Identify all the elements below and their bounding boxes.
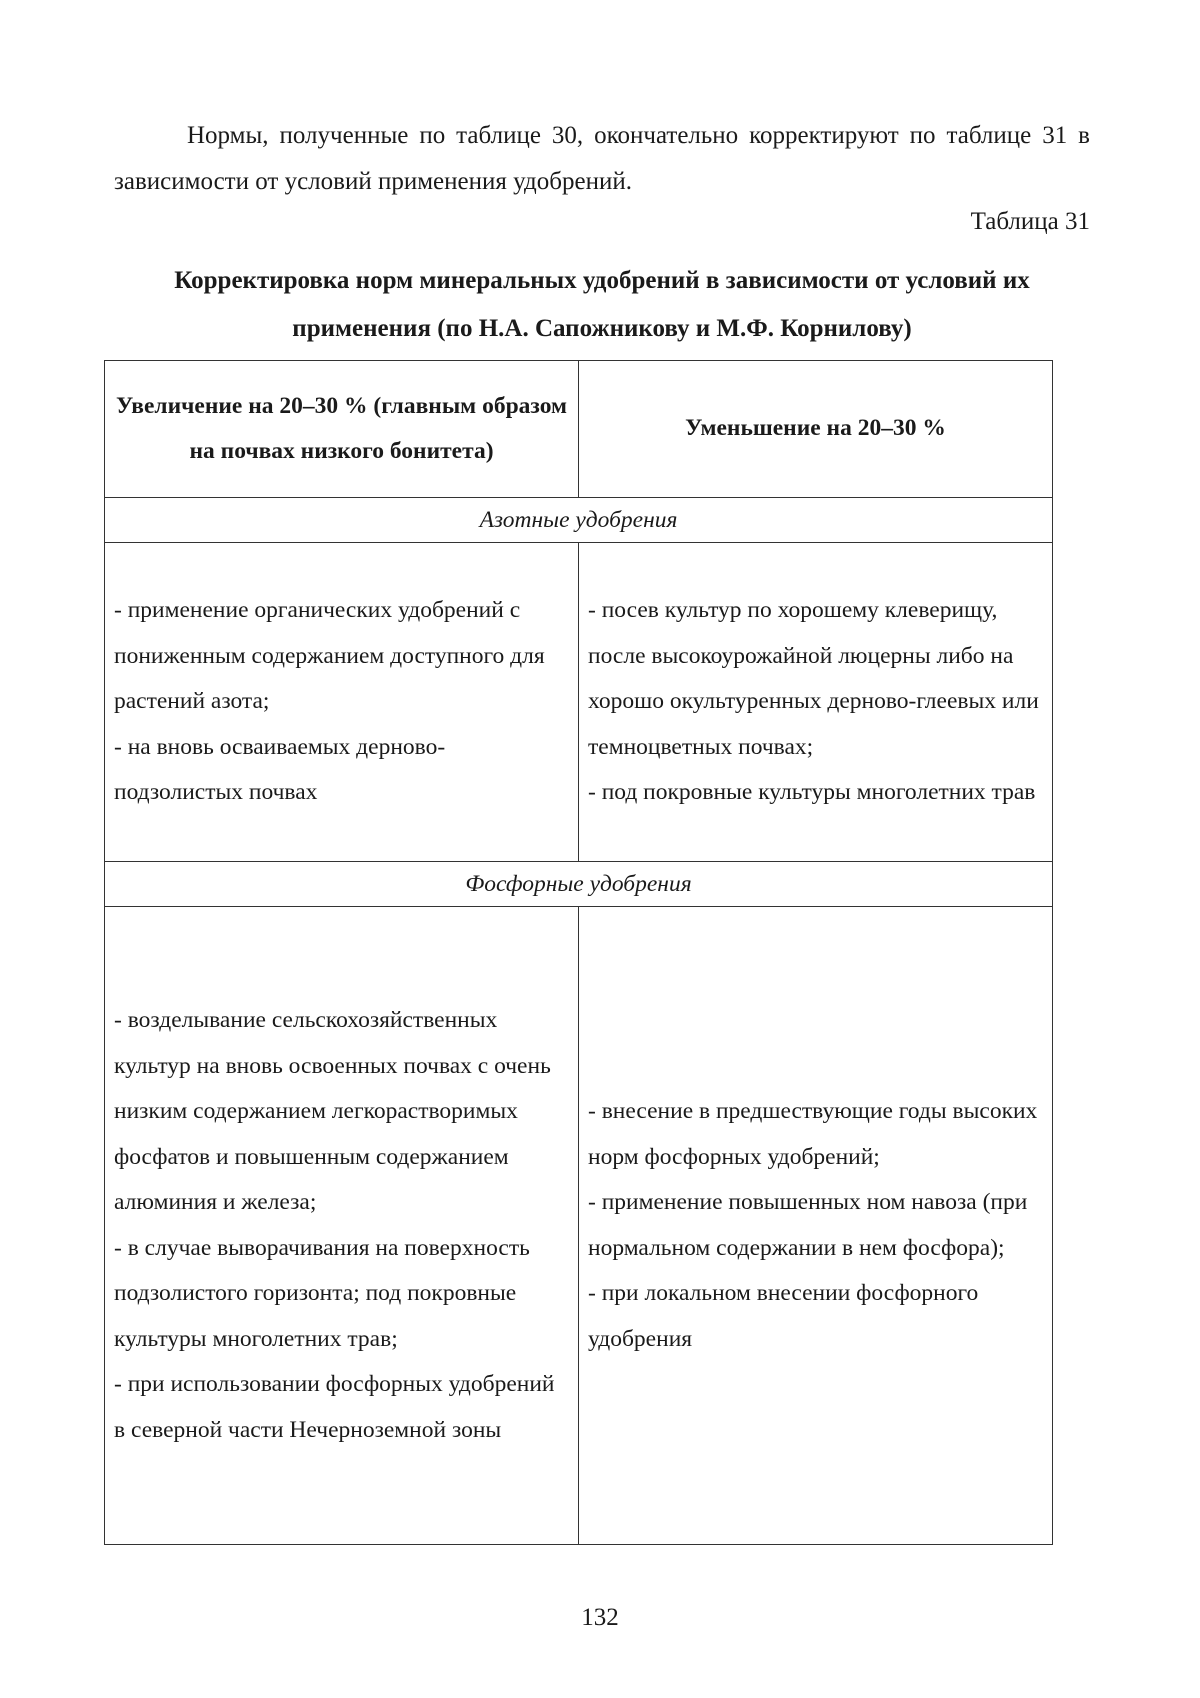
- header-increase: Увеличение на 20–30 % (главным образом на почвах низкого бонитета): [105, 361, 579, 498]
- cell-phosphorus-decrease: [579, 907, 1053, 1545]
- table-header-row: [105, 361, 1053, 498]
- section-row-phosphorus: [105, 862, 1053, 907]
- table-row-nitrogen: [105, 543, 1053, 862]
- table-number: Таблица 31: [970, 208, 1090, 235]
- cell-nitrogen-increase: [105, 543, 579, 862]
- section-title-nitrogen: Азотные удобрения: [105, 498, 1053, 543]
- cell-text: - внесение в предшествующие годы высоких норм фосфорных удобрений; - применение повышенных ном навоза (при нормальном содержании в нем фосфора); - при локальном внесении фосфорного удобрения: [588, 1098, 1038, 1352]
- intro-paragraph: Нормы, полученные по таблице 30, окончательно корректируют по таблице 31 в зависимости от условий применения удобрений.: [114, 122, 1090, 195]
- page-number: 132: [581, 1604, 619, 1631]
- cell-text: - применение органических удобрений с пониженным содержанием доступного для растений азота; - на вновь осваиваемых дерново-подзолистых почвах: [114, 597, 545, 806]
- section-title-phosphorus: Фосфорные удобрения: [105, 862, 1053, 907]
- table-title: Корректировка норм минеральных удобрений в зависимости от условий их применения (по Н.А. Сапожникову и М.Ф. Корнилову): [174, 267, 1030, 342]
- cell-text: - возделывание сельскохозяйственных культур на вновь освоенных почвах с очень низким содержанием легкорастворимых фосфатов и повышенным содержанием алюминия и железа; - в случае выворачивания на поверхность подзолистого горизонта; под покровные культуры многолетних трав; - при использовании фосфорных удобрений в северной части Нечерноземной зоны: [114, 1007, 555, 1443]
- table-row-phosphorus: [105, 907, 1053, 1545]
- cell-nitrogen-decrease: [579, 543, 1053, 862]
- cell-phosphorus-increase: [105, 907, 579, 1545]
- header-decrease: Уменьшение на 20–30 %: [579, 361, 1053, 498]
- fertilizer-correction-table: [104, 360, 1053, 1545]
- cell-text: - посев культур по хорошему клеверищу, после высокоурожайной люцерны либо на хорошо окультуренных дерново-глеевых или темноцветных почвах; - под покровные культуры многолетних трав: [588, 597, 1039, 806]
- section-row-nitrogen: [105, 498, 1053, 543]
